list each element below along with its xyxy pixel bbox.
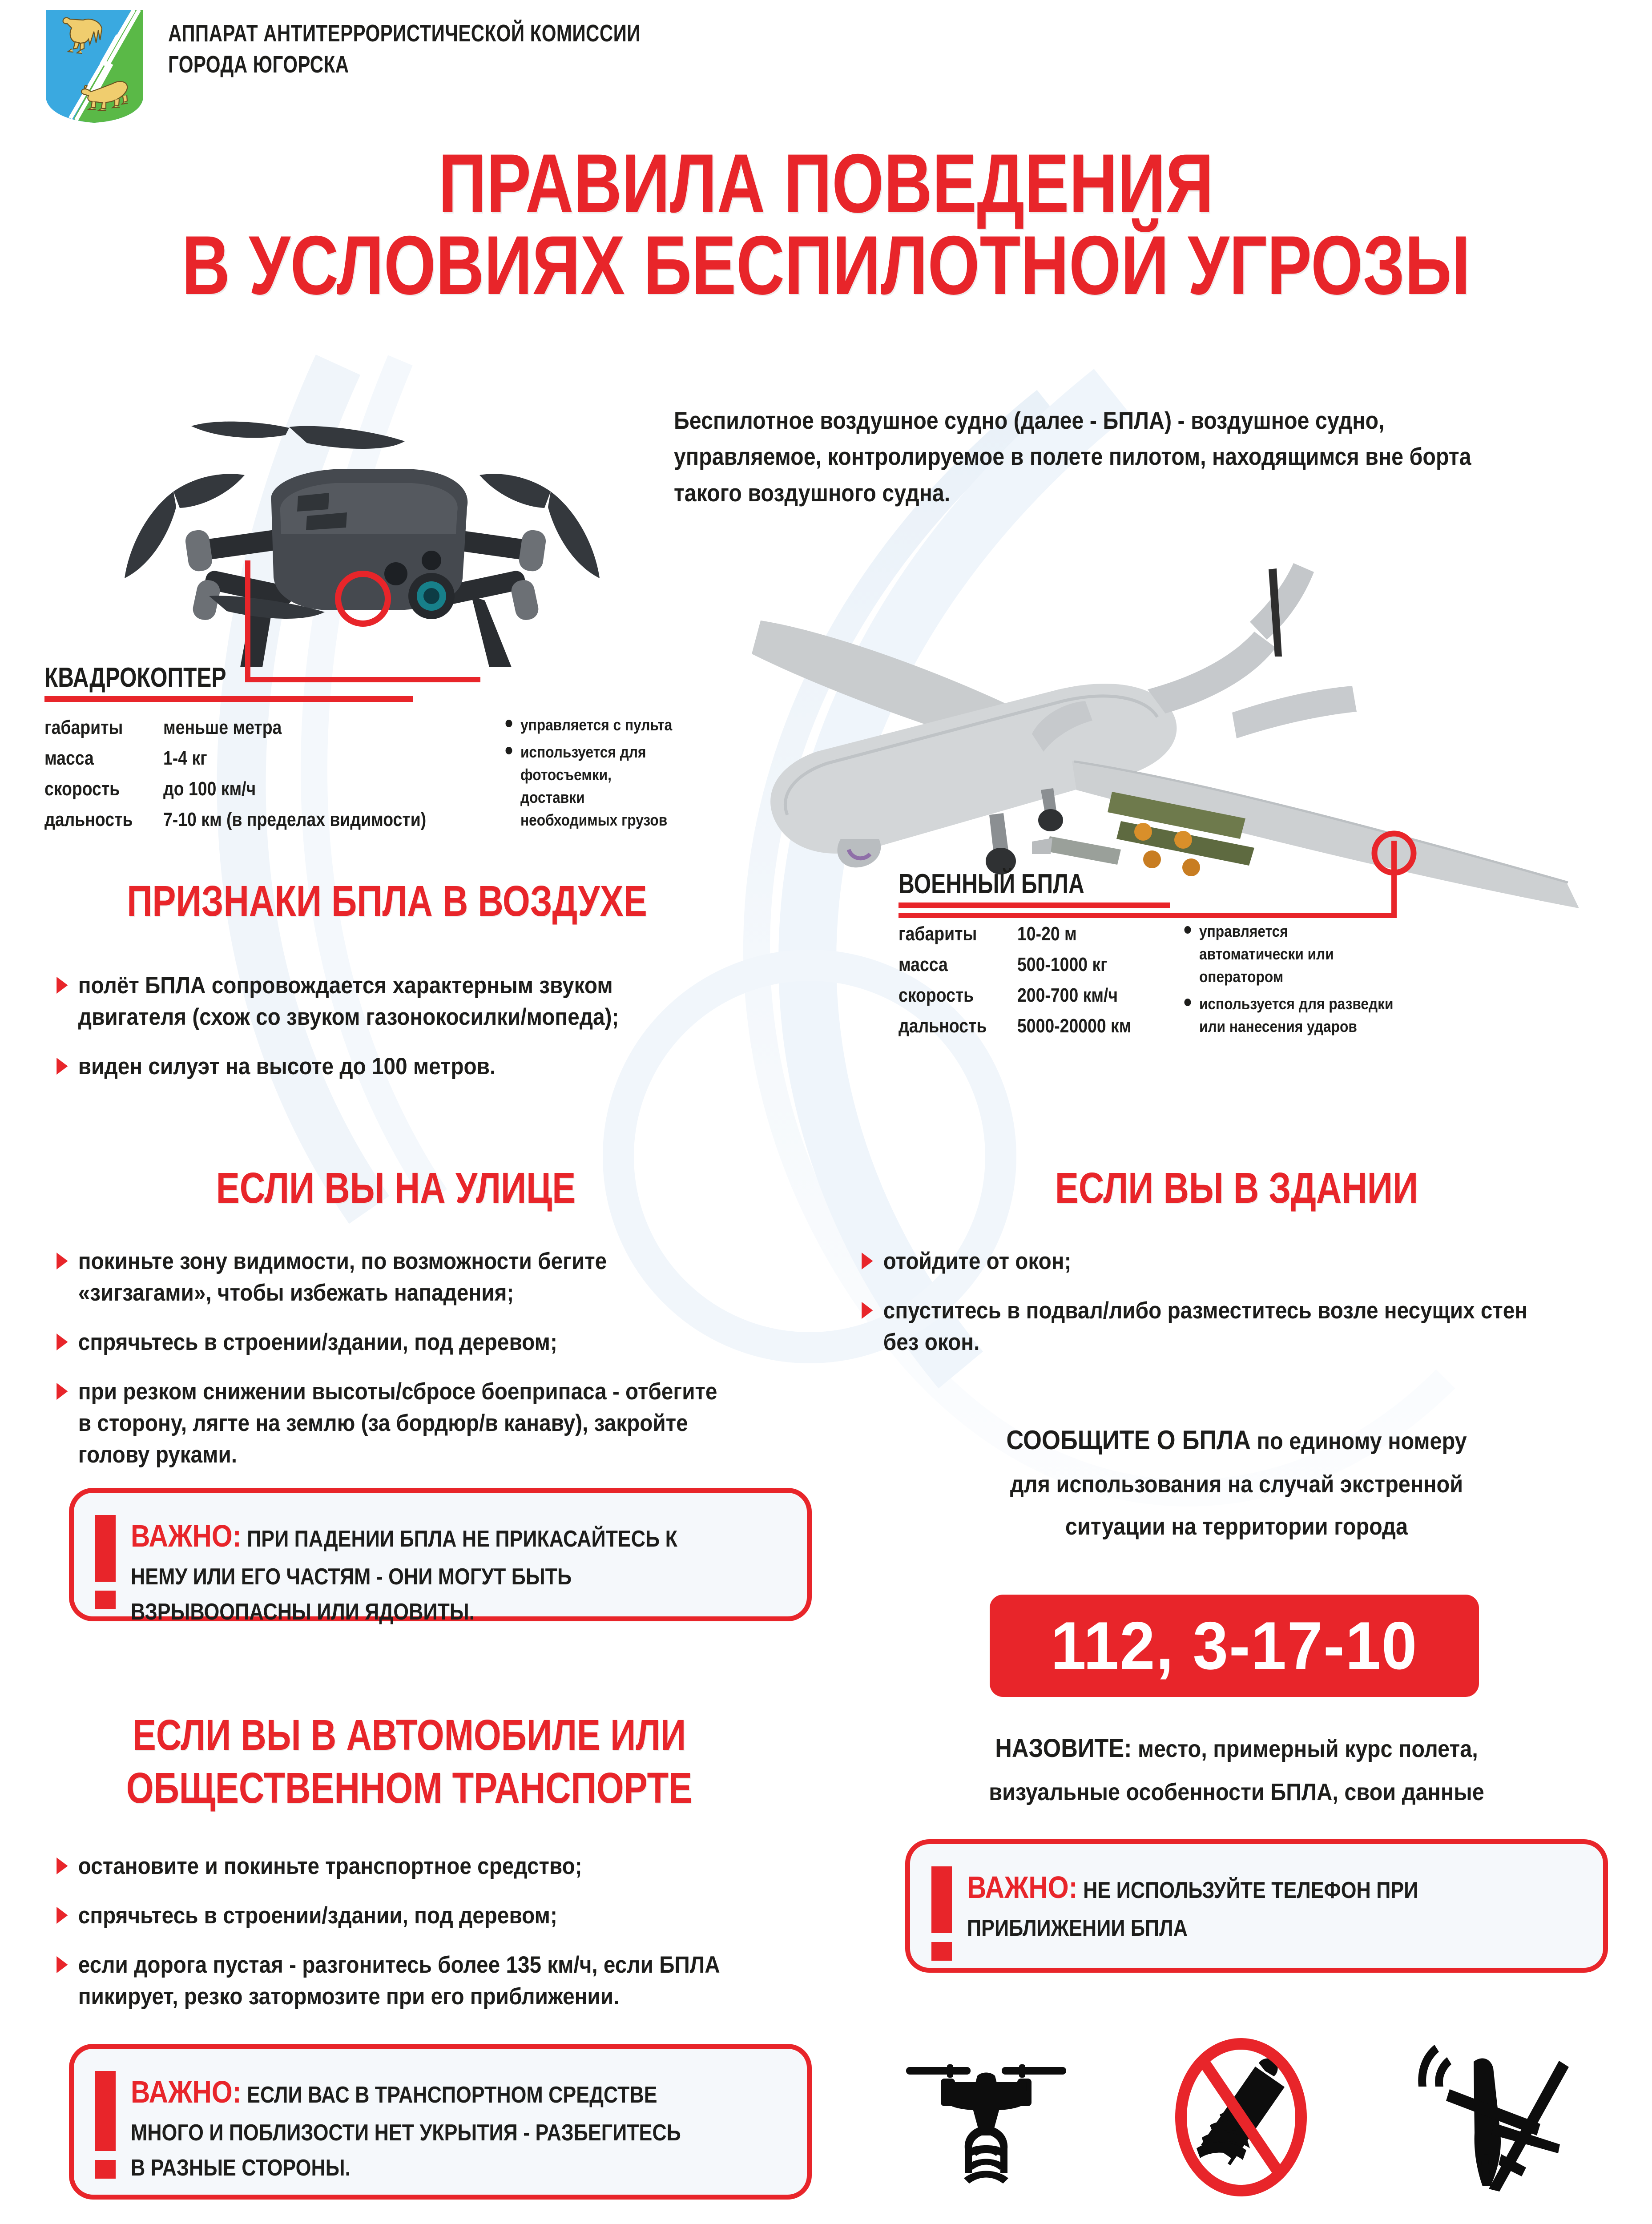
drone-dropping-bomb-icon — [897, 2044, 1075, 2191]
spec-value: 1-4 кг — [163, 747, 208, 769]
list-item: используется для разведки или нанесения ударов — [1183, 992, 1394, 1038]
exclamation-icon — [931, 1864, 952, 1961]
signs-heading: ПРИЗНАКИ БПЛА В ВОЗДУХЕ — [127, 877, 647, 925]
important-lead: ВАЖНО: — [131, 1519, 242, 1553]
spec-key: габариты — [899, 923, 977, 945]
spec-value: 500-1000 кг — [1017, 953, 1108, 975]
report-details-instruction — [876, 1726, 1597, 1813]
poster-header — [42, 8, 932, 133]
quadcopter-spec-table — [44, 713, 473, 836]
important-lead: ВАЖНО: — [967, 1870, 1078, 1905]
spec-key: скорость — [44, 778, 120, 800]
table-row — [44, 806, 473, 836]
spec-key: габариты — [44, 717, 123, 738]
building-section — [845, 1165, 1628, 1211]
signs-list — [53, 970, 747, 1100]
name-caps: НАЗОВИТЕ: — [995, 1734, 1132, 1763]
quadcopter-title: КВАДРОКОПТЕР — [44, 662, 226, 693]
street-section — [31, 1165, 761, 1211]
vehicle-important-box — [69, 2044, 812, 2200]
title-line-2: В УСЛОВИЯХ БЕСПИЛОТНОЙ УГРОЗЫ — [181, 218, 1471, 312]
exclamation-icon — [95, 2068, 116, 2179]
bottom-icon-row — [858, 2028, 1632, 2206]
list-item: управляется с пульта — [504, 713, 679, 736]
report-line-2: для использования на случай экстренной — [1010, 1471, 1463, 1498]
report-line-1-rest: по единому номеру — [1251, 1428, 1467, 1454]
list-item: виден силуэт на высоте до 100 метров. — [53, 1051, 678, 1082]
list-item: спрячьтесь в строении/здании, под деревом; — [53, 1900, 734, 1931]
street-important-box — [69, 1488, 812, 1625]
street-heading: ЕСЛИ ВЫ НА УЛИЦЕ — [216, 1164, 576, 1212]
spec-value: 10-20 м — [1017, 923, 1077, 945]
report-line-1 — [884, 1417, 1589, 1463]
report-line-3: ситуации на территории города — [1065, 1513, 1408, 1540]
title-line-1: ПРАВИЛА ПОВЕДЕНИЯ — [438, 137, 1214, 230]
fixed-wing-drone-signal-icon — [1407, 2035, 1594, 2200]
vehicle-list — [53, 1850, 810, 2030]
org-line-2: ГОРОДА ЮГОРСКА — [168, 51, 349, 78]
list-item: спрячьтесь в строении/здании, под деревом; — [53, 1326, 726, 1358]
uav-definition-text: Беспилотное воздушное судно (далее - БПЛА) - воздушное судно, управляемое, контролируемое в полете пилотом, находящимся вне борта такого воздушного судна. — [674, 407, 1471, 507]
list-item: управляется автоматически или оператором — [1183, 920, 1394, 988]
name-line-1 — [876, 1726, 1597, 1771]
important-body: ПРИ ПАДЕНИИ БПЛА НЕ ПРИКАСАЙТЕСЬ К НЕМУ ИЛИ ЕГО ЧАСТЯМ - ОНИ МОГУТ БЫТЬ ВЗРЫВООПАСНЫ ИЛИ ЯДОВИТЫ. — [131, 1526, 677, 1625]
table-row — [44, 744, 473, 775]
name-rest: место, примерный курс полета, — [1132, 1736, 1478, 1762]
street-list — [53, 1245, 801, 1488]
list-item: спуститесь в подвал/либо разместитесь возле несущих стен без окон. — [858, 1295, 1555, 1358]
important-body: ЕСЛИ ВАС В ТРАНСПОРТНОМ СРЕДСТВЕ МНОГО И ПОБЛИЗОСТИ НЕТ УКРЫТИЯ - РАЗБЕГИТЕСЬ В РАЗНЫЕ СТОРОНЫ. — [131, 2082, 681, 2181]
name-line-2: визуальные особенности БПЛА, свои данные — [989, 1778, 1484, 1805]
important-body: НЕ ИСПОЛЬЗУЙТЕ ТЕЛЕФОН ПРИ ПРИБЛИЖЕНИИ БПЛА — [967, 1878, 1418, 1942]
table-row — [899, 951, 1152, 981]
spec-value: 7-10 км (в пределах видимости) — [163, 808, 427, 830]
phone-warning-box — [905, 1839, 1608, 1973]
list-item: используется для фотосъемки, доставки необходимых грузов — [504, 741, 679, 831]
report-instruction — [884, 1417, 1589, 1547]
table-row — [44, 775, 473, 806]
building-heading: ЕСЛИ ВЫ В ЗДАНИИ — [1055, 1164, 1418, 1212]
spec-value: меньше метра — [163, 717, 282, 738]
spec-key: масса — [899, 953, 948, 975]
street-important-text — [131, 1512, 697, 1630]
spec-key: дальность — [44, 808, 133, 830]
phone-warning-text — [967, 1864, 1499, 1946]
coat-of-arms-icon — [42, 8, 147, 125]
building-list — [858, 1245, 1632, 1376]
vehicle-section — [31, 1712, 787, 1811]
military-uav-leader-line — [890, 841, 1557, 943]
list-item: полёт БПЛА сопровождается характерным звуком двигателя (схож со звуком газонокосилки/мопеда); — [53, 970, 678, 1033]
org-line-1: АППАРАТ АНТИТЕРРОРИСТИЧЕСКОЙ КОМИССИИ — [168, 20, 641, 47]
no-phone-use-icon — [1152, 2037, 1330, 2197]
quadcopter-leader-line — [116, 560, 649, 707]
spec-value: 5000-20000 км — [1017, 1015, 1132, 1037]
spec-key: масса — [44, 747, 94, 769]
spec-key: скорость — [899, 984, 974, 1006]
emergency-phone-number: 112, 3-17-10 — [1051, 1608, 1418, 1684]
table-row — [899, 981, 1152, 1012]
vehicle-heading-line-2: ОБЩЕСТВЕННОМ ТРАНСПОРТЕ — [126, 1763, 693, 1812]
spec-value: до 100 км/ч — [163, 778, 256, 800]
page-title — [0, 137, 1652, 312]
emergency-phone-plate[interactable] — [990, 1595, 1479, 1697]
table-row — [44, 713, 473, 744]
spec-value: 200-700 км/ч — [1017, 984, 1118, 1006]
spec-key: дальность — [899, 1015, 987, 1037]
vehicle-heading-line-1: ЕСЛИ ВЫ В АВТОМОБИЛЕ ИЛИ — [132, 1711, 686, 1759]
list-item: если дорога пустая - разгонитесь более 135 км/ч, если БПЛА пикирует, резко затормозите при его приближении. — [53, 1949, 734, 2012]
signs-section — [40, 878, 734, 924]
important-lead: ВАЖНО: — [131, 2075, 242, 2109]
military-uav-title: ВОЕННЫЙ БПЛА — [899, 869, 1084, 899]
vehicle-important-text — [131, 2068, 697, 2186]
report-line-1-caps: СООБЩИТЕ О БПЛА — [1006, 1425, 1251, 1455]
list-item: при резком снижении высоты/сбросе боеприпаса - отбегите в сторону, лягте на землю (за бордюр/в канаву), закройте голову руками. — [53, 1376, 726, 1471]
org-name — [168, 8, 774, 80]
list-item: отойдите от окон; — [858, 1245, 1555, 1277]
table-row — [899, 1012, 1152, 1043]
list-item: остановите и покиньте транспортное средство; — [53, 1850, 734, 1882]
quadcopter-features — [504, 713, 703, 836]
list-item: покиньте зону видимости, по возможности бегите «зигзагами», чтобы избежать нападения; — [53, 1245, 726, 1309]
exclamation-icon — [95, 1512, 116, 1609]
